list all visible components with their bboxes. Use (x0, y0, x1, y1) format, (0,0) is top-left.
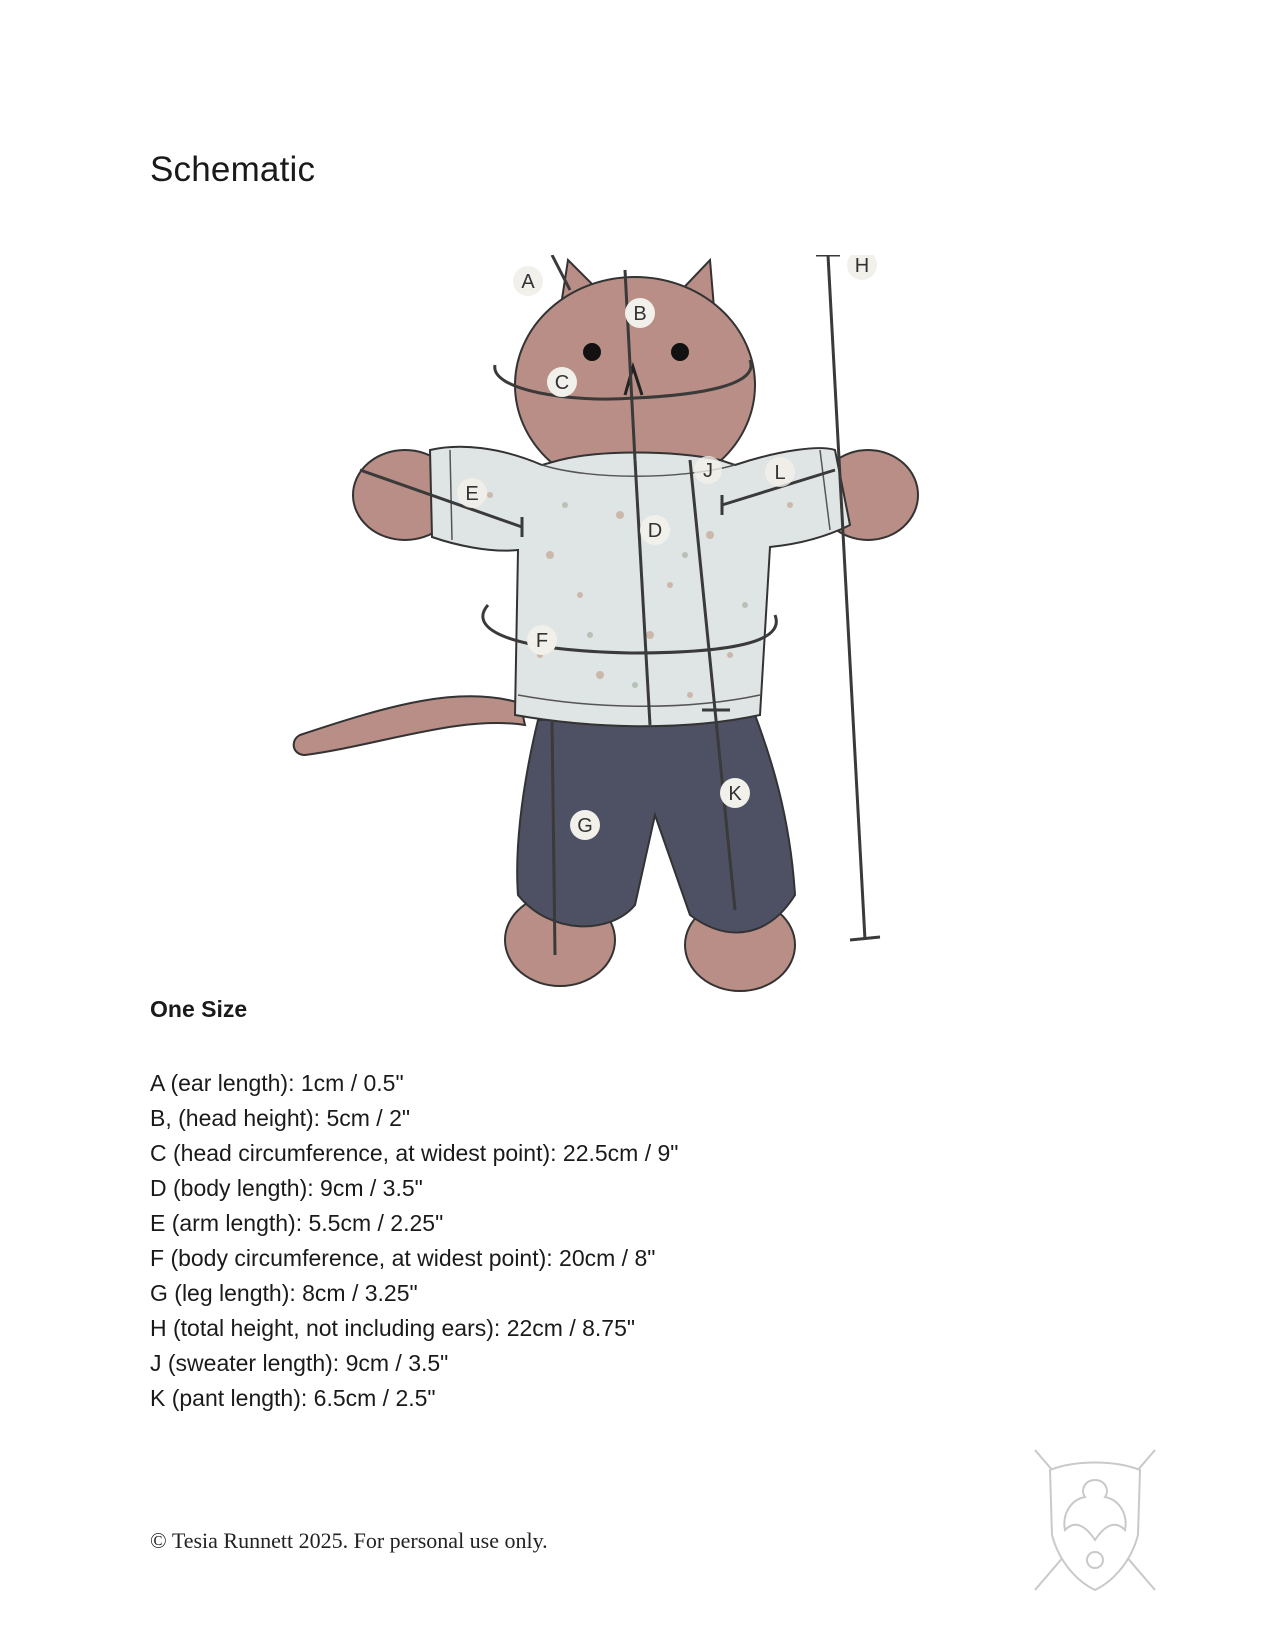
label-j-badge (694, 456, 722, 484)
label-h-badge (847, 255, 877, 280)
measurement-k: K (pant length): 6.5cm / 2.5" (150, 1385, 436, 1411)
label-l: L (774, 462, 786, 484)
label-d: D (647, 520, 663, 542)
label-c-badge (547, 367, 577, 397)
line-h (828, 255, 865, 940)
label-k: K (728, 783, 742, 805)
right-eye (671, 343, 689, 361)
label-b-badge (625, 298, 655, 328)
label-g: G (577, 815, 593, 837)
label-j: J (703, 460, 713, 482)
measurement-b: B, (head height): 5cm / 2" (150, 1105, 411, 1131)
label-e-badge (457, 478, 487, 508)
label-g-badge (570, 810, 600, 840)
cat-schematic-illustration (290, 255, 990, 1015)
page-title: Schematic (150, 150, 316, 189)
label-f-badge (527, 625, 557, 655)
measurement-a: A (ear length): 1cm / 0.5" (150, 1070, 404, 1096)
label-h: H (854, 255, 870, 277)
measurement-e: E (arm length): 5.5cm / 2.25" (150, 1210, 444, 1236)
tail (294, 696, 525, 755)
label-c: C (554, 372, 570, 394)
label-d-badge (640, 515, 670, 545)
measurement-g: G (leg length): 8cm / 3.25" (150, 1280, 418, 1306)
label-k-badge (720, 778, 750, 808)
label-a: A (521, 271, 535, 293)
measurement-f: F (body circumference, at widest point): 20cm / 8" (150, 1245, 656, 1271)
measurements-list (150, 1066, 678, 1416)
label-f: F (535, 630, 549, 652)
pants (517, 715, 795, 932)
label-b: B (633, 303, 647, 325)
size-heading: One Size (150, 996, 248, 1022)
measurement-d: D (body length): 9cm / 3.5" (150, 1175, 423, 1201)
copyright-footer: © Tesia Runnett 2025. For personal use only. (150, 1528, 548, 1553)
measurement-j: J (sweater length): 9cm / 3.5" (150, 1350, 449, 1376)
left-eye (583, 343, 601, 361)
measurement-c: C (head circumference, at widest point): 22.5cm / 9" (150, 1140, 679, 1166)
label-a-badge (513, 266, 543, 296)
label-e: E (465, 483, 479, 505)
label-l-badge (765, 457, 795, 487)
measurement-h: H (total height, not including ears): 22cm / 8.75" (150, 1315, 636, 1341)
shield-eagle-crest-icon (1030, 1445, 1160, 1595)
line-h-bottom (850, 937, 880, 940)
sweater (430, 447, 850, 727)
